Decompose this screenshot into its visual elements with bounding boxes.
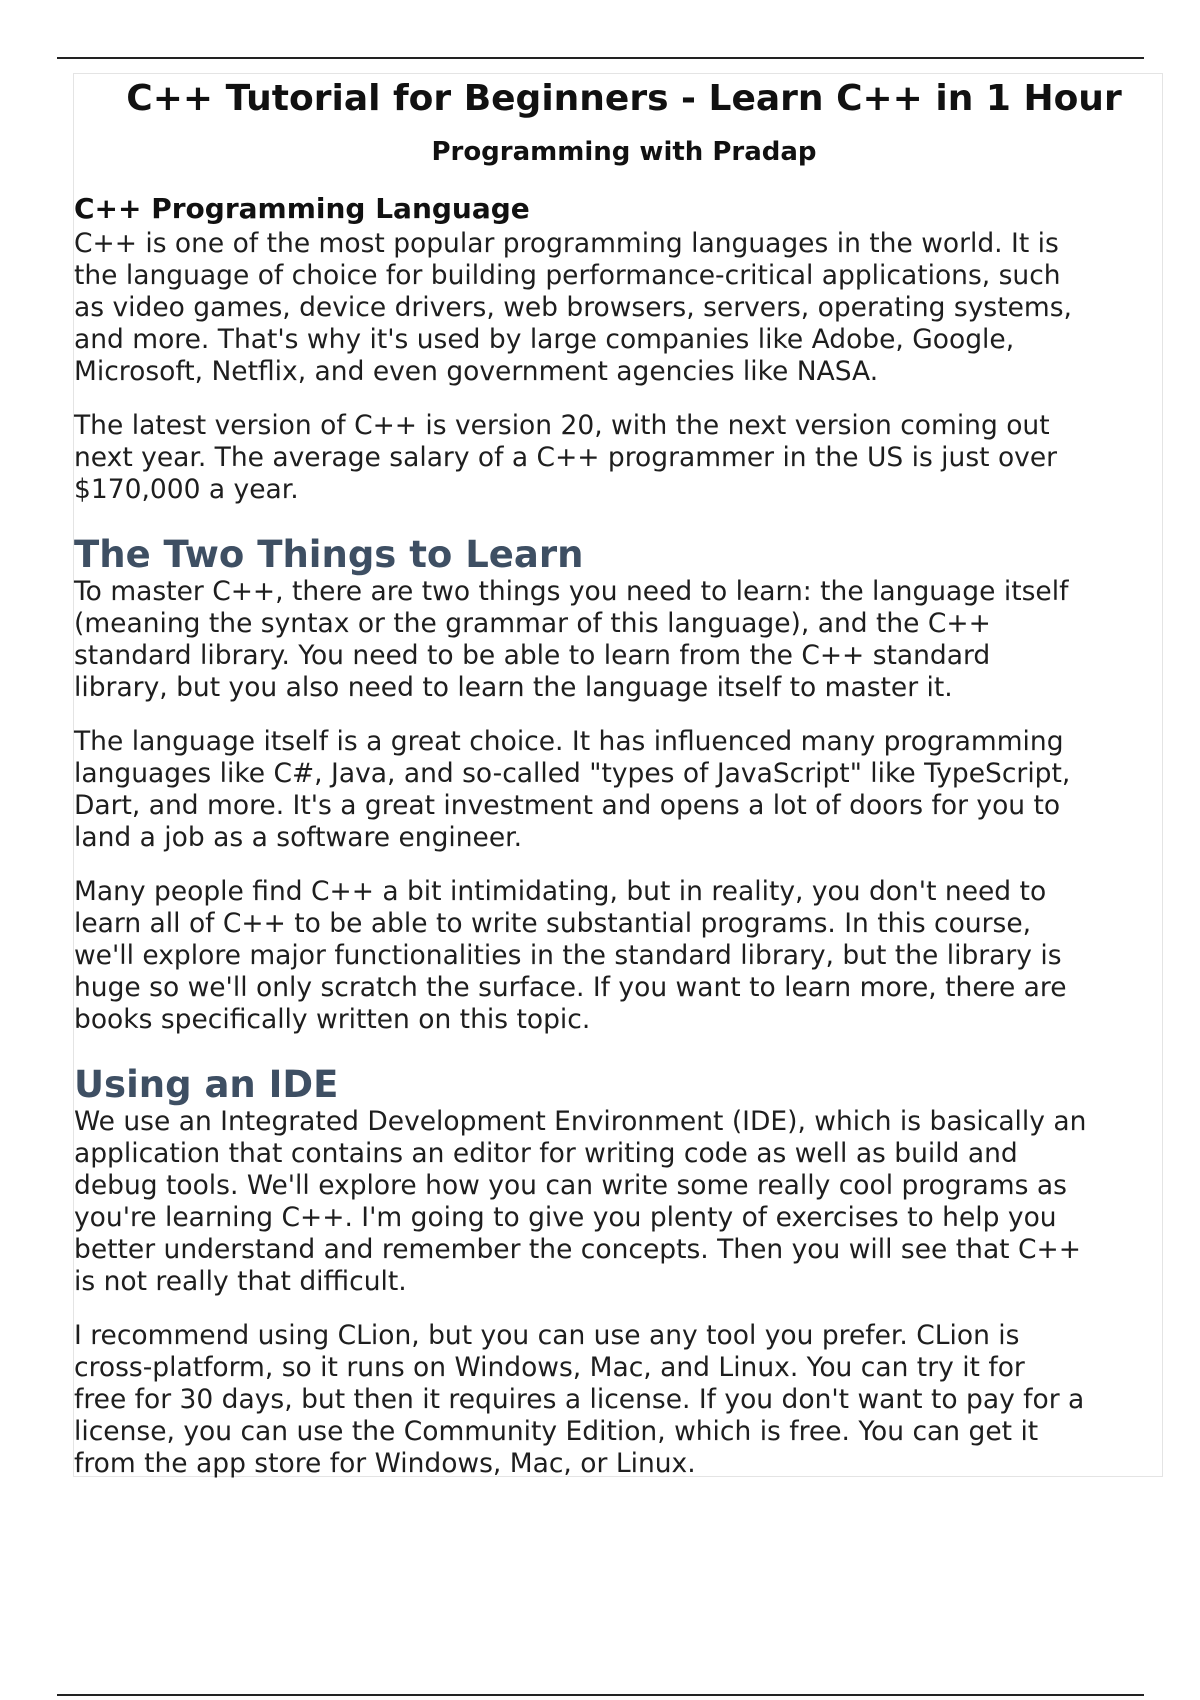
text-line: We use an Integrated Development Environment (IDE), which is basically an	[74, 1106, 1087, 1137]
text-line: The latest version of C++ is version 20, with the next version coming out	[74, 410, 1050, 441]
text-line: languages like C#, Java, and so-called "types of JavaScript" like TypeScript,	[74, 758, 1071, 789]
intro-paragraph	[74, 228, 1174, 388]
text-line: next year. The average salary of a C++ programmer in the US is just over	[74, 442, 1058, 473]
text-line: (meaning the syntax or the grammar of this language), and the C++	[74, 608, 991, 639]
intro-paragraph	[74, 410, 1174, 506]
text-line: free for 30 days, but then it requires a license. If you don't want to pay for a	[74, 1384, 1085, 1415]
top-rule	[57, 57, 1144, 59]
text-line: I recommend using CLion, but you can use any tool you prefer. CLion is	[74, 1320, 1020, 1351]
section-paragraph	[74, 876, 1174, 1036]
document-title: C++ Tutorial for Beginners - Learn C++ in 1 Hour	[126, 78, 1122, 119]
text-line: land a job as a software engineer.	[74, 822, 523, 853]
section-paragraph	[74, 1106, 1174, 1298]
text-line: To master C++, there are two things you need to learn: the language itself	[74, 576, 1069, 607]
text-line: learn all of C++ to be able to write substantial programs. In this course,	[74, 908, 1032, 939]
section-paragraph	[74, 726, 1174, 854]
text-line: we'll explore major functionalities in the standard library, but the library is	[74, 940, 1062, 971]
text-line: standard library. You need to be able to learn from the C++ standard	[74, 640, 991, 671]
text-line: cross-platform, so it runs on Windows, Mac, and Linux. You can try it for	[74, 1352, 1025, 1383]
text-line: you're learning C++. I'm going to give you plenty of exercises to help you	[74, 1202, 1057, 1233]
section-paragraph	[74, 1320, 1174, 1480]
text-line: license, you can use the Community Edition, which is free. You can get it	[74, 1416, 1039, 1447]
text-line: from the app store for Windows, Mac, or Linux.	[74, 1448, 696, 1479]
text-line: huge so we'll only scratch the surface. If you want to learn more, there are	[74, 972, 1067, 1003]
text-line: better understand and remember the concepts. Then you will see that C++	[74, 1234, 1081, 1265]
text-line: Dart, and more. It's a great investment and opens a lot of doors for you to	[74, 790, 1061, 821]
text-line: books specifically written on this topic.	[74, 1004, 591, 1035]
section-heading-two-things: The Two Things to Learn	[74, 533, 584, 576]
document-content	[74, 74, 1174, 1480]
text-line: The language itself is a great choice. It has influenced many programming	[74, 726, 1064, 757]
text-line: and more. That's why it's used by large companies like Adobe, Google,	[74, 324, 1015, 355]
text-line: the language of choice for building performance-critical applications, such	[74, 260, 1061, 291]
document-page	[73, 73, 1163, 1477]
text-line: $170,000 a year.	[74, 474, 299, 505]
document-author: Programming with Pradap	[431, 137, 817, 167]
bottom-rule	[57, 1694, 1144, 1696]
text-line: C++ is one of the most popular programming languages in the world. It is	[74, 228, 1059, 259]
text-line: as video games, device drivers, web browsers, servers, operating systems,	[74, 292, 1072, 323]
text-line: Microsoft, Netflix, and even government agencies like NASA.	[74, 356, 879, 387]
text-line: debug tools. We'll explore how you can write some really cool programs as	[74, 1170, 1067, 1201]
text-line: library, but you also need to learn the language itself to master it.	[74, 672, 953, 703]
section-paragraph	[74, 576, 1174, 704]
intro-heading: C++ Programming Language	[74, 192, 530, 225]
text-line: is not really that difficult.	[74, 1266, 407, 1297]
text-line: application that contains an editor for writing code as well as build and	[74, 1138, 1018, 1169]
section-heading-using-ide: Using an IDE	[74, 1063, 339, 1106]
text-line: Many people find C++ a bit intimidating, but in reality, you don't need to	[74, 876, 1047, 907]
